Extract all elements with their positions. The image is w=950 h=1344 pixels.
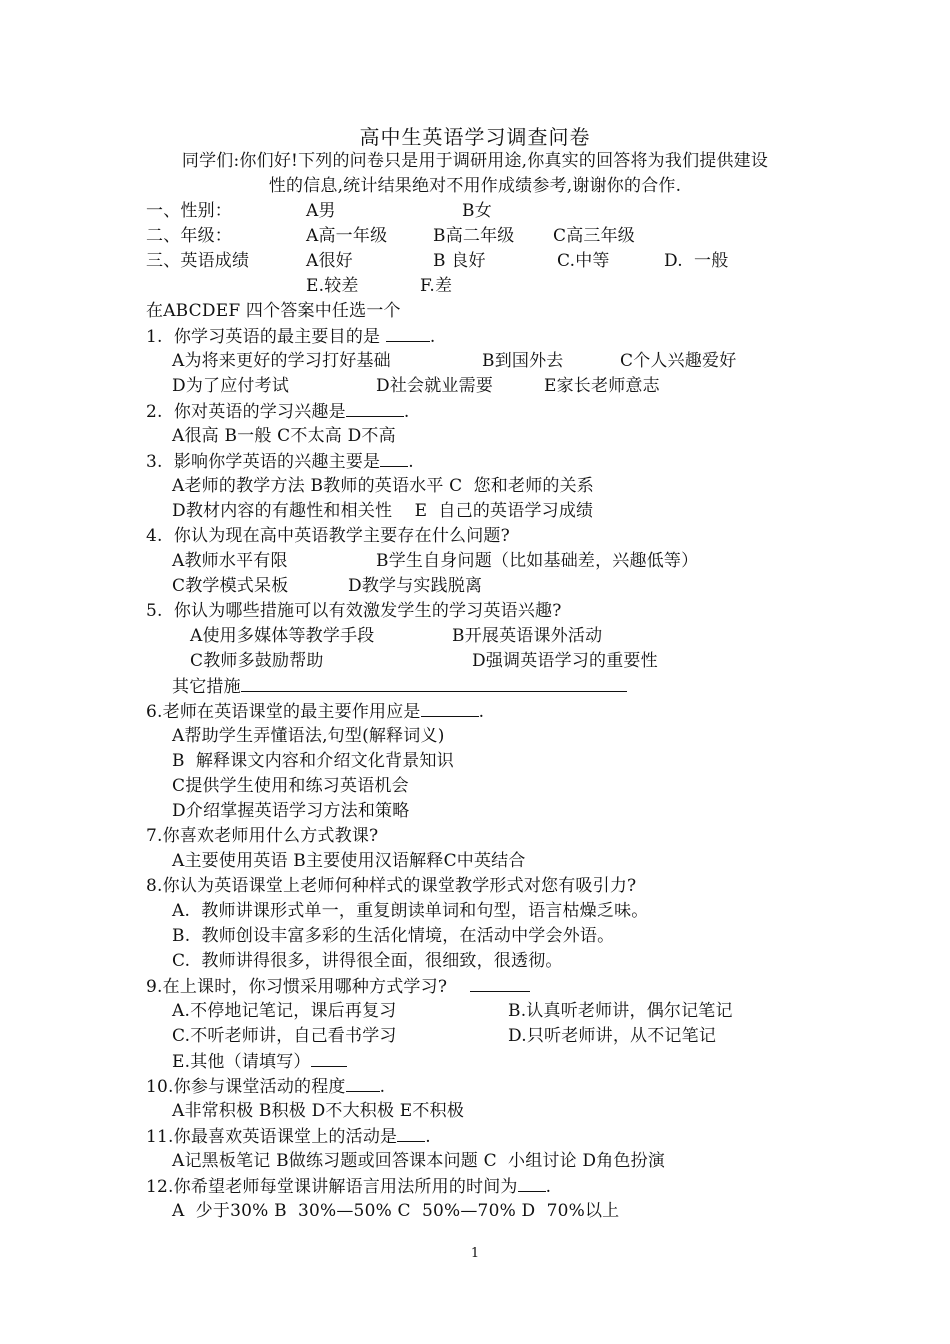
question-11 bbox=[146, 1125, 431, 1147]
gender-label: 一、性别： bbox=[146, 201, 232, 221]
q10-options: A非常积极 B积极 D不大积极 E不积极 bbox=[172, 1101, 465, 1121]
question-5: 5. 你认为哪些措施可以有效激发学生的学习英语兴趣? bbox=[146, 601, 562, 621]
question-10-text: 10.你参与课堂活动的程度 bbox=[146, 1077, 346, 1097]
q2-options: A很高 B一般 C不太高 D不高 bbox=[172, 426, 396, 446]
intro-line-1: 同学们:你们好!下列的问卷只是用于调研用途,你真实的回答将为我们提供建设 bbox=[181, 151, 769, 171]
q9-option-a: A.不停地记笔记，课后再复习 bbox=[172, 1001, 397, 1021]
q1-option-b: B到国外去 bbox=[482, 351, 564, 371]
q6-option-b: B 解释课文内容和介绍文化背景知识 bbox=[172, 751, 454, 771]
answer-blank[interactable] bbox=[518, 1175, 546, 1192]
q6-option-d: D介绍掌握英语学习方法和策略 bbox=[172, 801, 410, 821]
score-option-d: D. 一般 bbox=[664, 251, 729, 271]
question-4: 4. 你认为现在高中英语教学主要存在什么问题? bbox=[146, 526, 510, 546]
answer-blank[interactable] bbox=[386, 325, 430, 342]
question-1-end: . bbox=[429, 327, 436, 347]
gender-option-b: B女 bbox=[462, 201, 492, 221]
q5-other-label: 其它措施 bbox=[172, 677, 241, 697]
answer-blank[interactable] bbox=[397, 1125, 425, 1142]
question-10 bbox=[146, 1075, 385, 1097]
instruction: 在ABCDEF 四个答案中任选一个 bbox=[146, 301, 401, 321]
question-6-end: . bbox=[478, 702, 485, 722]
question-3 bbox=[146, 450, 414, 472]
question-2-end: . bbox=[403, 402, 410, 422]
score-label: 三、英语成绩 bbox=[146, 251, 250, 271]
q8-option-a: A. 教师讲课形式单一，重复朗读单词和句型，语言枯燥乏味。 bbox=[172, 901, 649, 921]
answer-blank[interactable] bbox=[346, 400, 404, 417]
question-2 bbox=[146, 400, 409, 422]
score-option-c: C.中等 bbox=[557, 251, 610, 271]
question-3-end: . bbox=[408, 452, 414, 472]
score-option-a: A很好 bbox=[306, 251, 353, 271]
q4-option-a: A教师水平有限 bbox=[172, 551, 288, 571]
q1-option-f: E家长老师意志 bbox=[544, 376, 660, 396]
question-10-end: . bbox=[379, 1077, 386, 1097]
q11-options: A记黑板笔记 B做练习题或回答课本问题 C 小组讨论 D角色扮演 bbox=[172, 1151, 666, 1171]
question-11-text: 11.你最喜欢英语课堂上的活动是 bbox=[146, 1127, 398, 1147]
question-9-text: 9.在上课时，你习惯采用哪种方式学习? bbox=[146, 977, 448, 997]
score-option-f: F.差 bbox=[420, 276, 453, 296]
answer-blank[interactable] bbox=[380, 450, 408, 467]
answer-blank[interactable] bbox=[346, 1075, 380, 1092]
question-6-text: 6.老师在英语课堂的最主要作用应是 bbox=[146, 702, 421, 722]
intro-line-2: 性的信息,统计结果绝对不用作成绩参考,谢谢你的合作. bbox=[268, 176, 682, 196]
question-11-end: . bbox=[425, 1127, 431, 1147]
q12-options: A 少于30% B 30%—50% C 50%—70% D 70%以上 bbox=[172, 1201, 620, 1221]
gender-option-a: A男 bbox=[306, 201, 336, 221]
q3-options-line-2: D教材内容的有趣性和相关性 E 自己的英语学习成绩 bbox=[172, 501, 594, 521]
q4-option-b: B学生自身问题（比如基础差，兴趣低等） bbox=[376, 551, 699, 571]
q8-option-c: C. 教师讲得很多，讲得很全面，很细致，很透彻。 bbox=[172, 951, 563, 971]
q9-option-c: C.不听老师讲，自己看书学习 bbox=[172, 1026, 397, 1046]
answer-blank[interactable] bbox=[421, 700, 479, 717]
q5-option-c: C教师多鼓励帮助 bbox=[190, 651, 324, 671]
question-1 bbox=[146, 325, 435, 347]
q6-option-a: A帮助学生弄懂语法,句型(解释词义) bbox=[172, 726, 445, 746]
question-8: 8.你认为英语课堂上老师何种样式的课堂教学形式对您有吸引力? bbox=[146, 876, 637, 896]
q4-option-c: C教学模式呆板 bbox=[172, 576, 289, 596]
answer-blank[interactable] bbox=[241, 675, 627, 692]
q6-option-c: C提供学生使用和练习英语机会 bbox=[172, 776, 409, 796]
q5-other-measures bbox=[172, 675, 627, 697]
grade-label: 二、年级： bbox=[146, 226, 232, 246]
grade-option-b: B高二年级 bbox=[433, 226, 515, 246]
q1-option-d: D为了应付考试 bbox=[172, 376, 290, 396]
q5-option-d: D强调英语学习的重要性 bbox=[472, 651, 658, 671]
question-12-text: 12.你希望老师每堂课讲解语言用法所用的时间为 bbox=[146, 1177, 518, 1197]
score-option-b: B 良好 bbox=[433, 251, 486, 271]
answer-blank[interactable] bbox=[470, 975, 530, 992]
question-12-end: . bbox=[545, 1177, 552, 1197]
q9-option-d: D.只听老师讲，从不记笔记 bbox=[508, 1026, 717, 1046]
question-9 bbox=[146, 975, 530, 997]
q7-options: A主要使用英语 B主要使用汉语解释C中英结合 bbox=[172, 851, 526, 871]
q1-option-e: D社会就业需要 bbox=[376, 376, 494, 396]
question-12 bbox=[146, 1175, 551, 1197]
score-option-e: E.较差 bbox=[306, 276, 359, 296]
page-number: 1 bbox=[470, 1246, 480, 1261]
question-3-text: 3. 影响你学英语的兴趣主要是 bbox=[146, 452, 381, 472]
q1-option-a: A为将来更好的学习打好基础 bbox=[172, 351, 391, 371]
q4-option-d: D教学与实践脱离 bbox=[348, 576, 483, 596]
question-1-text: 1. 你学习英语的最主要目的是 bbox=[146, 327, 381, 347]
question-7: 7.你喜欢老师用什么方式教课? bbox=[146, 826, 379, 846]
q8-option-b: B. 教师创设丰富多彩的生活化情境，在活动中学会外语。 bbox=[172, 926, 615, 946]
grade-option-a: A高一年级 bbox=[306, 226, 388, 246]
question-6 bbox=[146, 700, 484, 722]
page-title: 高中生英语学习调查问卷 bbox=[359, 125, 591, 149]
q1-option-c: C个人兴趣爱好 bbox=[620, 351, 737, 371]
q9-option-b: B.认真听老师讲，偶尔记笔记 bbox=[508, 1001, 733, 1021]
q3-options-line-1: A老师的教学方法 B教师的英语水平 C 您和老师的关系 bbox=[172, 476, 594, 496]
q5-option-b: B开展英语课外活动 bbox=[452, 626, 603, 646]
q5-option-a: A使用多媒体等教学手段 bbox=[190, 626, 375, 646]
grade-option-c: C高三年级 bbox=[553, 226, 636, 246]
q9-option-e-text: E.其他（请填写） bbox=[172, 1052, 311, 1072]
answer-blank[interactable] bbox=[311, 1050, 347, 1067]
q9-option-e bbox=[172, 1050, 347, 1072]
question-2-text: 2. 你对英语的学习兴趣是 bbox=[146, 402, 346, 422]
